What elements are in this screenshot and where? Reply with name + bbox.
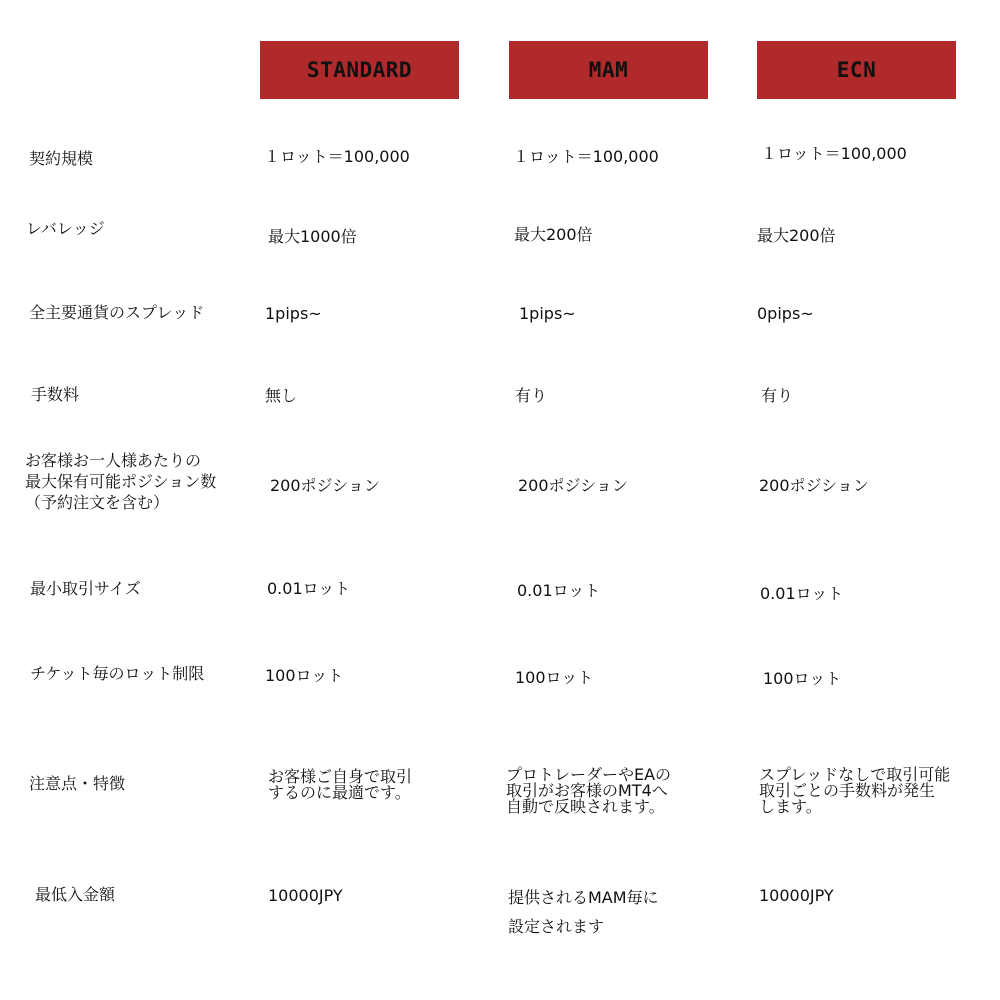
row-label-spread: 全主要通貨のスプレッド bbox=[29, 303, 205, 322]
cell-leverage-ecn: 最大200倍 bbox=[757, 226, 836, 245]
header-standard-label: STANDARD bbox=[306, 58, 413, 82]
cell-contract-size-ecn: １ロット＝100,000 bbox=[761, 144, 907, 163]
cell-max-positions-standard: 200ポジション bbox=[270, 476, 380, 495]
row-label-max-positions: お客様お一人様あたりの 最大保有可能ポジション数 （予約注文を含む） bbox=[25, 451, 217, 512]
cell-notes-mam: プロトレーダーやEAの 取引がお客様のMT4へ 自動で反映されます。 bbox=[506, 765, 672, 816]
cell-spread-standard: 1pips~ bbox=[265, 304, 322, 323]
cell-min-deposit-mam: 提供されるMAM毎に 設定されます bbox=[508, 888, 659, 936]
cell-commission-mam: 有り bbox=[515, 386, 548, 405]
header-standard bbox=[260, 41, 459, 99]
header-ecn bbox=[757, 41, 956, 99]
cell-notes-standard: お客様ご自身で取引 するのに最適です。 bbox=[268, 767, 413, 802]
cell-min-deposit-ecn: 10000JPY bbox=[759, 886, 834, 905]
cell-max-positions-ecn: 200ポジション bbox=[759, 476, 869, 495]
row-label-lot-limit: チケット毎のロット制限 bbox=[30, 664, 205, 683]
cell-contract-size-standard: １ロット＝100,000 bbox=[264, 147, 410, 166]
cell-spread-ecn: 0pips~ bbox=[757, 304, 814, 323]
cell-lot-limit-mam: 100ロット bbox=[515, 668, 594, 687]
row-label-min-trade: 最小取引サイズ bbox=[30, 579, 141, 598]
cell-min-trade-mam: 0.01ロット bbox=[517, 581, 601, 600]
header-mam bbox=[509, 41, 708, 99]
header-mam-label: MAM bbox=[588, 58, 629, 82]
row-label-leverage: レバレッジ bbox=[26, 219, 105, 238]
cell-leverage-mam: 最大200倍 bbox=[514, 225, 593, 244]
cell-notes-ecn: スプレッドなしで取引可能 取引ごとの手数料が発生 します。 bbox=[759, 765, 951, 816]
row-label-min-deposit: 最低入金額 bbox=[35, 885, 116, 904]
row-label-commission: 手数料 bbox=[31, 385, 80, 404]
cell-commission-standard: 無し bbox=[265, 386, 298, 405]
cell-min-trade-standard: 0.01ロット bbox=[267, 579, 351, 598]
cell-min-trade-ecn: 0.01ロット bbox=[760, 584, 844, 603]
cell-contract-size-mam: １ロット＝100,000 bbox=[513, 147, 659, 166]
cell-spread-mam: 1pips~ bbox=[519, 304, 576, 323]
row-label-contract-size: 契約規模 bbox=[29, 149, 94, 168]
cell-max-positions-mam: 200ポジション bbox=[518, 476, 628, 495]
row-label-notes: 注意点・特徴 bbox=[29, 774, 126, 793]
cell-min-deposit-standard: 10000JPY bbox=[268, 886, 343, 905]
cell-leverage-standard: 最大1000倍 bbox=[268, 227, 357, 246]
cell-commission-ecn: 有り bbox=[761, 386, 794, 405]
cell-lot-limit-ecn: 100ロット bbox=[763, 669, 842, 688]
cell-lot-limit-standard: 100ロット bbox=[265, 666, 344, 685]
header-ecn-label: ECN bbox=[836, 58, 877, 82]
